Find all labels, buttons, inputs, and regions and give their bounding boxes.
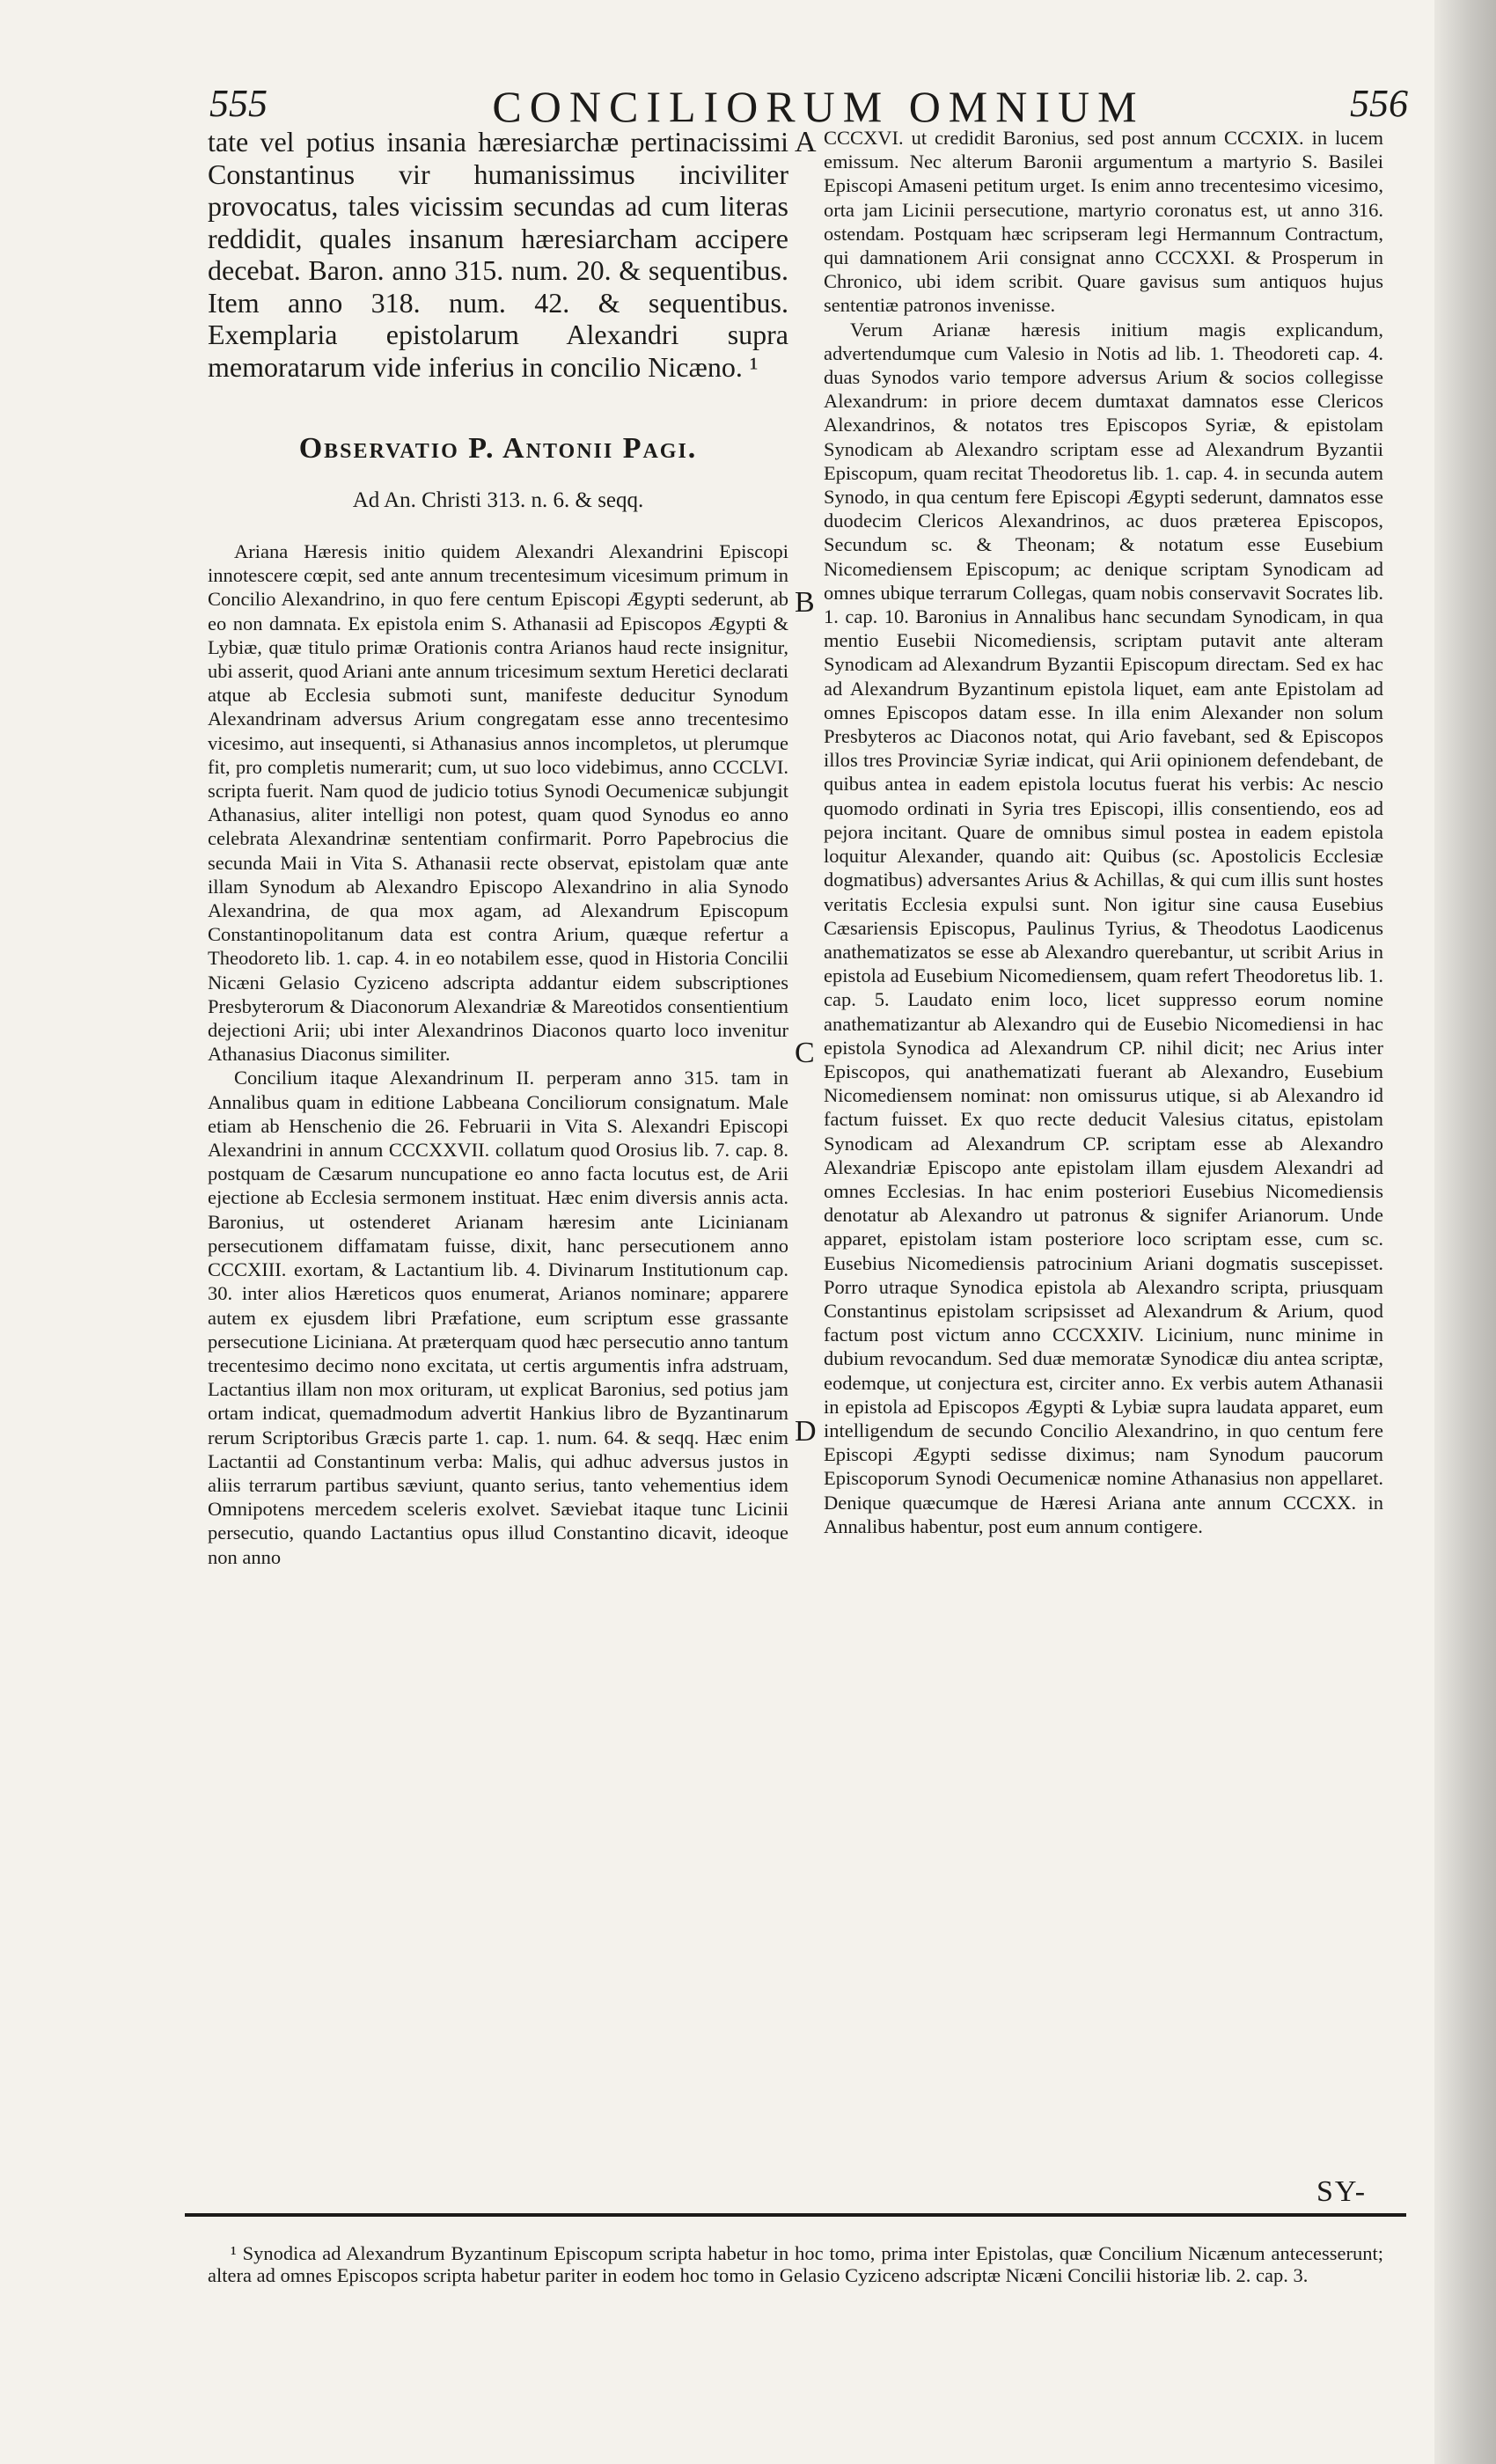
body-paragraph: Concilium itaque Alexandrinum II. perperam anno 315. tam in Annalibus quam in editione Labbeana Conciliorum consignatum. Male etiam ab Henschenio die 26. Februarii in Vita S. Alexandri Episcopi Alexandrini in annum CCCXXVII. collatum quod Orosius lib. 7. cap. 8. postquam de Cæsarum nuncupatione eo anno facta locutus est, de Arii ejectione ab Ecclesia sermonem instituat. Hæc enim diversis annis acta. Baronius, ut ostenderet Arianam hæresim ante Licinianam persecutionem diffamatam fuisse, dixit, hanc persecutionem anno CCCXIII. exortam, & Lactantium lib. 4. Divinarum Institutionum cap. 30. inter alios Hæreticos quos enumerat, Arianos nominare; apparere autem ex ejusdem libri Præfatione, eum scriptum esse grassante persecutione Liciniana. At præterquam quod hæc persecutio anno tantum trecentesimo decimo nono excitata, ut certis argumentis infra adstruam, Lactantius illam non mox orituram, ut explicat Baronius, sed potius jam ortam indicat, quemadmodum advertit Hankius libro de Byzantinarum rerum Scriptoribus Græcis parte 1. cap. 1. num. 64. & seqq. Hæc enim Lactantii ad Constantinum verba: Malis, qui adhuc adversus justos in aliis terrarum partibus sæviunt, quanto serius, tanto vehementius idem Omnipotens mercedem sceleris exolvet. Sæviebat itaque tunc Licinii persecutio, quando Lactantius opus illud Constantino dicavit, ideoque non anno: [208, 1067, 788, 1568]
running-title: CONCILIORUM OMNIUM: [492, 82, 1145, 131]
page-number-right: 556: [1350, 82, 1408, 125]
section-subheading: Ad An. Christi 313. n. 6. & seqq.: [352, 488, 644, 512]
page-number-left: 555: [209, 82, 268, 125]
body-paragraph: CCCXVI. ut credidit Baronius, sed post annum CCCXIX. in lucem emissum. Nec alterum Baronii argumentum a martyrio S. Basilei Episcopi Amaseni petitum urget. Is enim anno trecentesimo vicesimo, orta jam Licinii persecutione, martyrio coronatus est, ut anno 316. ostendam. Postquam hæc scripseram legi Hermannum Contractum, qui damnationem Arii consignat anno CCCXXI. & Prosperum in Chronico, ubi idem scribit. Quare gavisus sum antiquos hujus sententiæ patronos invenisse.: [824, 127, 1383, 317]
margin-letter-d: D: [795, 1415, 817, 1448]
left-column: [208, 126, 788, 1569]
footnote: ¹ Synodica ad Alexandrum Byzantinum Episcopum scripta habetur in hoc tomo, prima inter Epistolas, quæ Concilium Nicænum antecesserunt; altera ad omnes Episcopos scripta habetur pariter in eodem hoc tomo in Gelasio Cyziceno adscriptæ Nicæni Concilii historiæ lib. 2. cap. 3.: [208, 2242, 1383, 2286]
page-edge-shadow: [1434, 0, 1496, 2464]
body-paragraph: Verum Arianæ hæresis initium magis explicandum, advertendumque cum Valesio in Notis ad lib. 1. Theodoreti cap. 4. duas Synodos vario tempore adversus Arium & socios collegisse Alexandrum: in priore decem dumtaxat damnatos esse Clericos Alexandrinos, & notatos tres Episcopos Syriæ, & epistolam Synodicam ab Alexandro scriptam esse ad Alexandrum Byzantii Episcopum, quam recitat Theodoretus lib. 1. cap. 4. in secunda autem Synodo, in qua centum fere Episcopi Ægypti sederunt, damnatos esse duodecim Clericos Alexandrinos, ac duos præterea Episcopos, Secundum sc. & Theonam; & notatum esse Eusebium Nicomediensem Episcopum; ac denique scriptam Synodicam ad omnes ubique terrarum Collegas, quam nobis conservavit Socrates lib. 1. cap. 10. Baronius in Annalibus hanc secundam Synodicam, in qua mentio Eusebii Nicomediensis, scriptam putavit ante alteram Synodicam ad Alexandrum Byzantii Episcopum directam. Sed ex hac ad Alexandrum Byzantinum epistola liquet, eam ante Epistolam ad omnes Episcopos datam esse. In illa enim Alexander non solum Presbyteros ac Diaconos notat, qui Ario favebant, sed & Episcopos illos tres Provinciæ Syriæ indicat, qui Arii opinionem defendebant, de quibus antea in eadem epistola locutus fuerat his verbis: Ac nescio quomodo ordinati in Syria tres Episcopi, illis consentiendo, eos ad pejora incitant. Quare de omnibus simul postea in eadem epistola loquitur Alexander, quando ait: Quibus (sc. Apostolicis Ecclesiæ dogmatibus) adversantes Arius & Achillas, & qui cum illis sunt hostes veritatis Ecclesia expulsi sunt. Non igitur sine causa Eusebius Cæsariensis Episcopus, Paulinus Tyrius, & Theodotus Laodicenus anathematizatos se esse ab Alexandro querebantur, ut scribit Arius in epistola ad Eusebium Nicomediensem, quam refert Theodoretus lib. 1. cap. 5. Laudato enim loco, licet suppresso eorum nomine anathematizantur ab Alexandro qui de Eusebio Nicomediensi in hac epistola Synodica ad Alexandrum CP. nihil dicit; nec Arius inter Episcopos, qui anathematizati fuerant ab Alexandro, Eusebium Nicomediensem nominat: non omissurus utique, si ab Alexandro id factum fuisset. Ex quo recte deducit Valesius citatus, epistolam Synodicam ad Alexandrum CP. scriptam esse ab Alexandro Alexandriæ Episcopo ante epistolam illam ejusdem Alexandri ad omnes Ecclesias. In hac enim posteriori Eusebius Nicomediensis denotatur ab Alexandro ut patronus & signifer Arianorum. Unde apparet, epistolam istam posteriore loco scriptam esse, cum sc. Eusebius Nicomediensis patrocinium Ariani dogmatis suscepisset. Porro utraque Synodica epistola ab Alexandro scripta, priusquam Constantinus epistolam scripsisset ad Alexandrum & Arium, quod factum post victum anno CCCXXIV. Licinium, nunc minime in dubium revocandum. Sed duæ memoratæ Synodicæ diu antea scriptæ, eodemque, ut conjectura est, circiter anno. Ex verbis autem Athanasii in epistola ad Episcopos Ægypti & Lybiæ supra laudata apparet, eum intelligendum de secundo Concilio Alexandrino, in quo centum fere Episcopi Ægypti sedisse diximus; nam Synodum paucorum Episcoporum Synodi Oecumenicæ nomine Athanasius non appellaret. Denique quæcumque de Hæresi Ariana ante annum CCCXX. in Annalibus habentur, post eum annum contigere.: [824, 318, 1383, 1537]
margin-letter-a: A: [795, 126, 817, 158]
intro-paragraph: tate vel potius insania hæresiarchæ pertinacissimi Constantinus vir humanissimus inciviliter provocatus, tales vicissim secundas ad cum literas reddidit, quales insanum hæresiarcham accipere decebat. Baron. anno 315. num. 20. & sequentibus. Item anno 318. num. 42. & sequentibus. Exemplaria epistolarum Alexandri supra memoratarum vide inferius in concilio Nicæno. ¹: [208, 126, 788, 383]
margin-letter-c: C: [795, 1037, 815, 1069]
catchword: SY-: [1316, 2175, 1368, 2208]
right-column: [824, 126, 1383, 1538]
margin-letter-b: B: [795, 586, 815, 619]
footnote-rule: [185, 2213, 1406, 2217]
section-heading: Observatio P. Antonii Pagi.: [298, 432, 698, 465]
body-paragraph: Ariana Hæresis initio quidem Alexandri Alexandrini Episcopi innotescere cœpit, sed ante annum trecentesimum vicesimum primum in Concilio Alexandrino, in quo fere centum Episcopi Ægypti sederunt, ab eo non damnata. Ex epistola enim S. Athanasii ad Episcopos Ægypti & Lybiæ, quæ titulo primæ Orationis contra Arianos haud recte insignitur, ubi asserit, quod Ariani ante annum tricesimum sextum Heretici declarati atque ab Ecclesia submoti sunt, manifeste deducitur Synodum Alexandrinam adversus Arium congregatam esse anno trecentesimo vicesimo, aut insequenti, si Athanasius annos incompletos, ut plerumque fit, pro completis numerarit; cum, ut suo loco videbimus, anno CCCLVI. scripta fuerit. Nam quod de judicio totius Synodi Oecumenicæ subjungit Athanasius, aliter intelligi non potest, quam quod Synodus eo anno celebrata Alexandrinæ sententiam confirmarit. Porro Papebrocius die secunda Maii in Vita S. Athanasii recte observat, epistolam quæ ante illam Synodum ab Alexandro Episcopo Alexandrino in alia Synodo Alexandrina, de qua mox agam, ad Alexandrum Episcopum Constantinopolitanum data est contra Arium, quæque refertur a Theodoreto lib. 1. cap. 4. in eo notabilem esse, quod in Historia Concilii Nicæni Gelasio Cyziceno adscripta addantur eidem subscriptiones Presbyterorum & Diaconorum Alexandriæ & Mareotidos consentientium dejectioni Arii; ubi inter Alexandrinos Diaconos quarto loco invenitur Athanasius Diaconus similiter.: [208, 540, 788, 1066]
